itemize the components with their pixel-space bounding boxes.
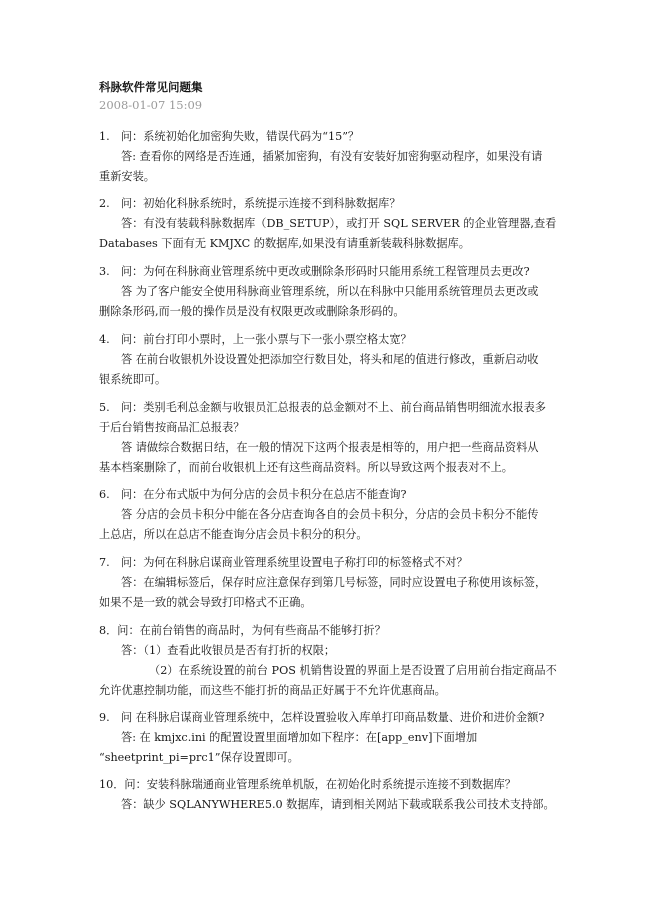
faq-item-9	[99, 708, 561, 768]
faq-item-10	[99, 775, 561, 815]
faq-item-6	[99, 485, 561, 545]
faq-item-7	[99, 553, 561, 613]
question-line: 于后台销售按商品汇总报表？	[99, 421, 245, 434]
question: 3. 问：为何在科脉商业管理系统中更改或删除条形码时只能用系统工程管理员去更改?	[99, 265, 530, 278]
question: 9. 问 在科脉启谋商业管理系统中，怎样设置验收入库单打印商品数量、进价和进价金额?	[99, 711, 545, 724]
answer-line: （2）在系统设置的前台 POS 机销售设置的界面上是否设置了启用前台指定商品不	[149, 664, 557, 677]
answer-line: 基本档案删除了，而前台收银机上还有这些商品资料。所以导致这两个报表对不上。	[99, 461, 513, 474]
answer-line: 答：缺少 SQLANYWHERE5.0 数据库，请到相关网站下载或联系我公司技术支持部。	[121, 798, 555, 811]
faq-item-3	[99, 262, 561, 322]
question: 4. 问：前台打印小票时，上一张小票与下一张小票空格太宽？	[99, 333, 412, 346]
question: 1. 问：系统初始化加密狗失败，错误代码为“15”？	[99, 130, 360, 143]
answer-line: 答: 在 kmjxc.ini 的配置设置里面增加如下程序：在[app_env]下面增加	[121, 731, 478, 744]
answer-line: 答 请做综合数据日结，在一般的情况下这两个报表是相等的，用户把一些商品资料从	[121, 441, 539, 454]
answer-line: 答 分店的会员卡积分中能在各分店查询各自的会员卡积分，分店的会员卡积分不能传	[121, 508, 539, 521]
question: 7. 问：为何在科脉启谋商业管理系统里设置电子称打印的标签格式不对？	[99, 556, 468, 569]
faq-item-8	[99, 621, 561, 701]
publish-date: 2008-01-07 15:09	[99, 98, 203, 112]
answer-line: 答: 查看你的网络是否连通，插紧加密狗，有没有安装好加密狗驱动程序，如果没有请	[121, 150, 543, 163]
faq-item-1	[99, 127, 561, 187]
answer-line: 答：有没有装载科脉数据库（DB_SETUP），或打开 SQL SERVER 的企业管理器,查看	[121, 217, 557, 230]
answer-line: Databases 下面有无 KMJXC 的数据库,如果没有请重新装载科脉数据库。	[99, 237, 470, 250]
answer-line: 答：在编辑标签后，保存时应注意保存到第几号标签，同时应设置电子称使用该标签，	[121, 576, 547, 589]
answer-line: 答 在前台收银机外设设置处把添加空行数目处，将头和尾的值进行修改，重新启动收	[121, 353, 539, 366]
question: 5. 问：类别毛利总金额与收银员汇总报表的总金额对不上、前台商品销售明细流水报表多	[99, 401, 546, 414]
question: 8．问：在前台销售的商品时，为何有些商品不能够打折？	[99, 624, 386, 637]
question: 2. 问：初始化科脉系统时，系统提示连接不到科脉数据库？	[99, 197, 401, 210]
answer-line: 答 为了客户能安全使用科脉商业管理系统，所以在科脉中只能用系统管理员去更改或	[121, 285, 539, 298]
answer-line: 银系统即可。	[99, 373, 167, 386]
answer-line: 如果不是一致的就会导致打印格式不正确。	[99, 596, 312, 609]
answer-line: 允许优惠控制功能，而这些不能打折的商品正好属于不允许优惠商品。	[99, 684, 446, 697]
faq-item-2	[99, 194, 561, 254]
question: 6. 问：在分布式版中为何分店的会员卡积分在总店不能查询?	[99, 488, 407, 501]
answer-line: 答：（1）查看此收银员是否有打折的权限；	[121, 644, 336, 657]
faq-item-4	[99, 330, 561, 390]
question: 10．问：安装科脉瑞通商业管理系统单机版，在初始化时系统提示连接不到数据库？	[99, 778, 516, 791]
answer-line: 重新安装。	[99, 170, 155, 183]
faq-item-5	[99, 398, 561, 478]
page-title: 科脉软件常见问题集	[99, 80, 203, 94]
answer-line: 删除条形码,而一般的操作员是没有权限更改或删除条形码的。	[99, 305, 405, 318]
answer-line: “sheetprint_pi=prc1”保存设置即可。	[99, 751, 299, 764]
answer-line: 上总店，所以在总店不能查询分店会员卡积分的积分。	[99, 528, 368, 541]
